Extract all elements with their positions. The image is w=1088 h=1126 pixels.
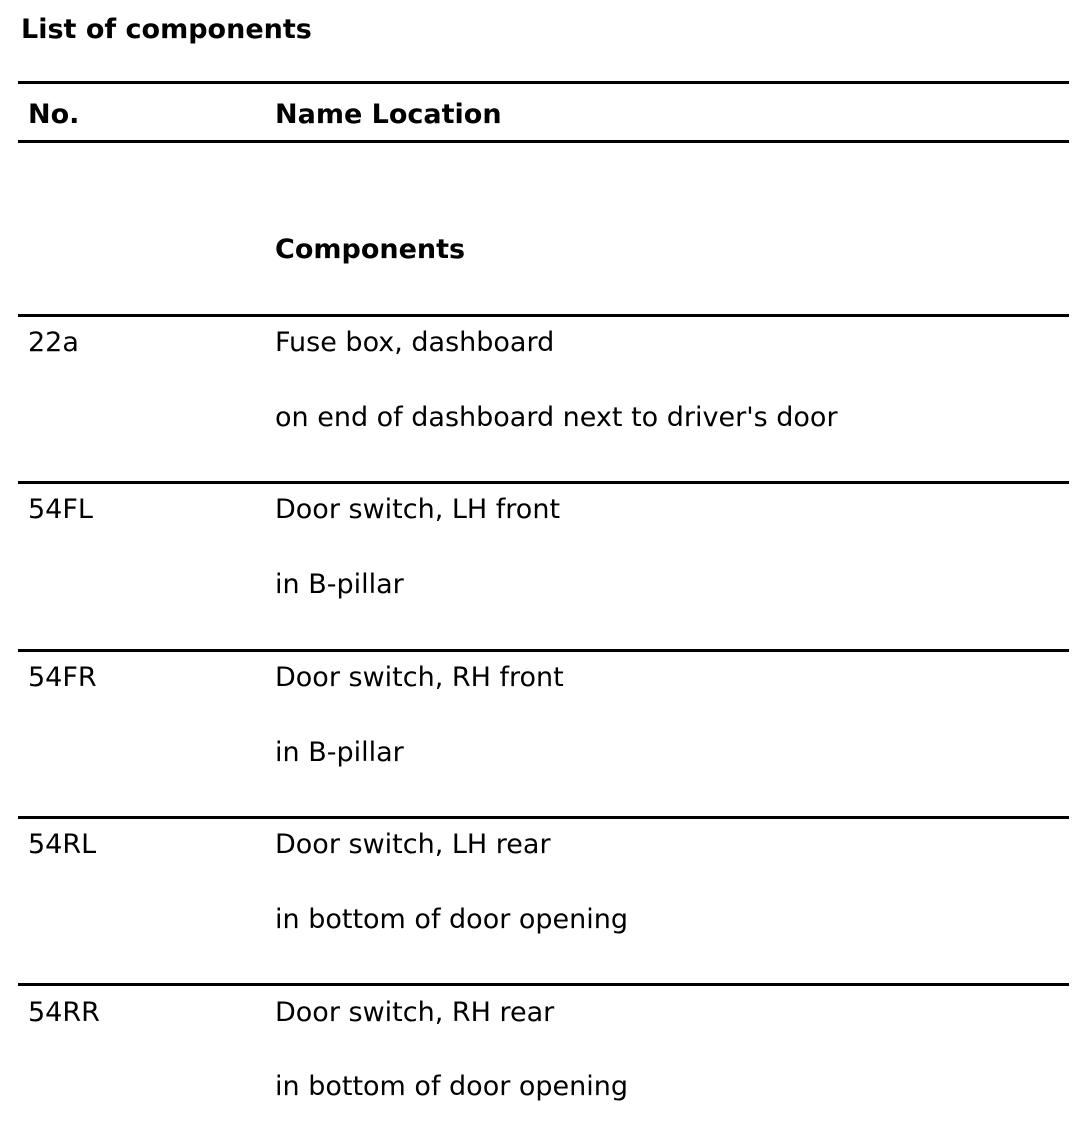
row-number: 54FR (28, 662, 97, 693)
row-location: in bottom of door opening (275, 1071, 629, 1102)
header-name-location: Name Location (275, 99, 502, 130)
header-no: No. (28, 99, 80, 130)
row-number: 22a (28, 327, 79, 358)
row-name: Door switch, RH front (275, 662, 564, 693)
row-name: Door switch, LH rear (275, 829, 551, 860)
section-heading: Components (275, 234, 466, 265)
header-bottom-rule (18, 140, 1069, 143)
row-divider (18, 649, 1069, 652)
row-number: 54FL (28, 494, 93, 525)
row-divider (18, 481, 1069, 484)
row-location: in B-pillar (275, 737, 404, 768)
row-location: in B-pillar (275, 569, 404, 600)
row-number: 54RR (28, 997, 100, 1028)
row-location: in bottom of door opening (275, 904, 629, 935)
row-number: 54RL (28, 829, 97, 860)
row-name: Door switch, RH rear (275, 997, 555, 1028)
row-name: Fuse box, dashboard (275, 327, 555, 358)
row-divider (18, 983, 1069, 986)
row-name: Door switch, LH front (275, 494, 561, 525)
row-divider (18, 314, 1069, 317)
document-title: List of components (21, 14, 312, 45)
row-divider (18, 816, 1069, 819)
table-top-rule (18, 81, 1069, 84)
row-location: on end of dashboard next to driver's door (275, 402, 838, 433)
